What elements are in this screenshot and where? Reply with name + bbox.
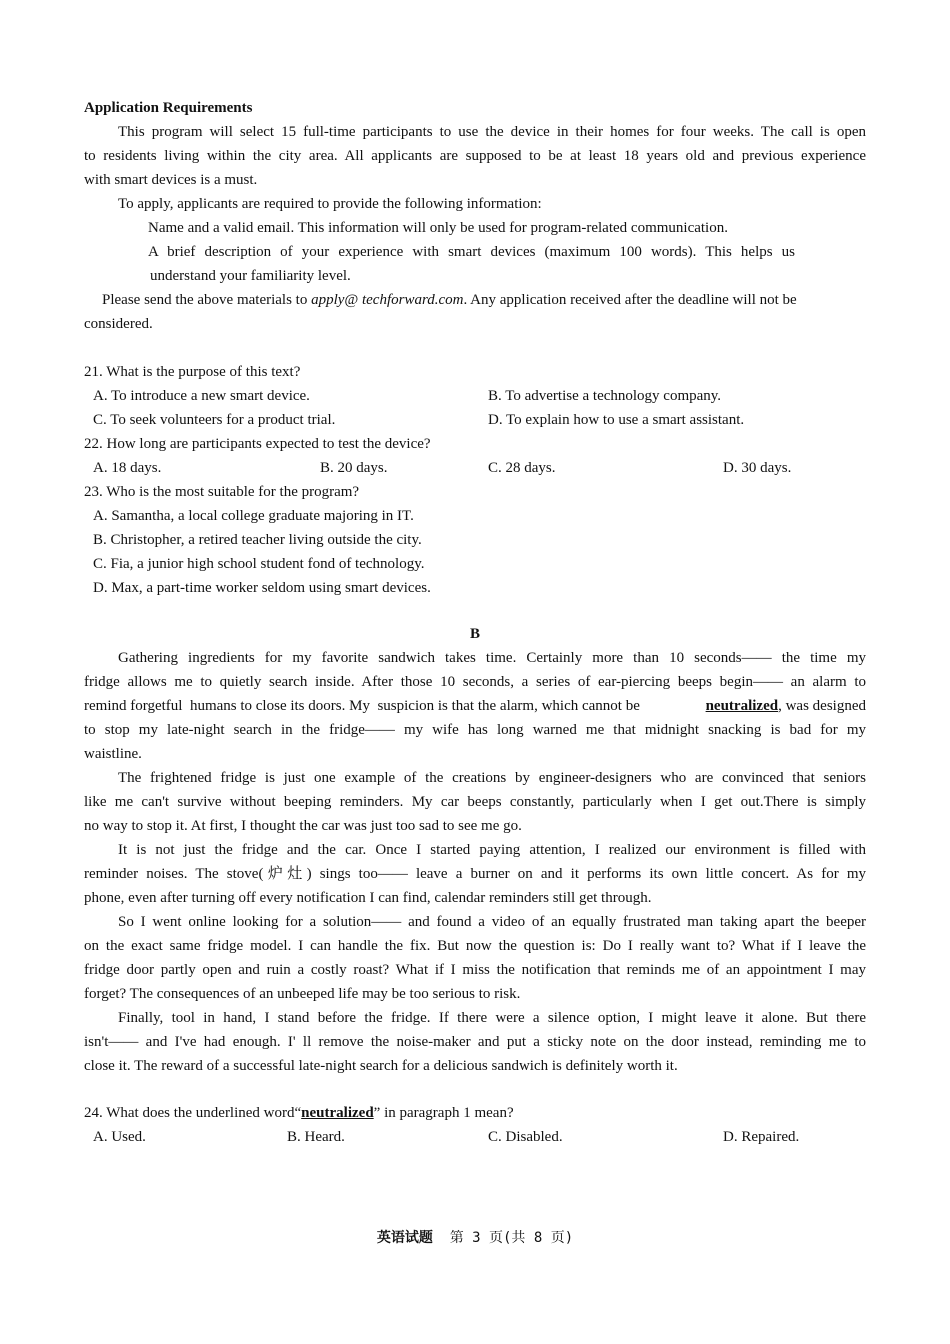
section-heading: B — [469, 626, 480, 642]
list-item: A brief description of your experience with smart devices (maximum 100 words). This helps us — [148, 244, 795, 260]
underlined-word: neutralized — [301, 1105, 374, 1121]
text-segment: , was designed — [778, 698, 866, 714]
paragraph-line: waistline. — [84, 746, 142, 762]
paragraph-line: phone, even after turning off every notification I can find, calendar reminders still get through. — [84, 890, 652, 906]
page-footer — [0, 1226, 950, 1250]
option: A. Used. — [93, 1129, 146, 1145]
option: C. Fia, a junior high school student fond of technology. — [93, 556, 425, 572]
question-stem: 23. Who is the most suitable for the program? — [84, 484, 360, 500]
option: D. 30 days. — [723, 460, 792, 476]
option: A. 18 days. — [93, 460, 162, 476]
paragraph-line: So I went online looking for a solution—— and found a video of an equally frustrated man taking apart the beeper — [118, 914, 866, 930]
paragraph-line: close it. The reward of a successful late-night search for a delicious sandwich is definitely worth it. — [84, 1058, 678, 1074]
option: B. Heard. — [287, 1129, 345, 1145]
option: D. To explain how to use a smart assistant. — [488, 412, 745, 428]
paragraph-line: like me can't survive without beeping reminders. My car beeps constantly, particularly when I get out.There is simply — [84, 794, 866, 810]
page-number: 第 3 页(共 8 页) — [449, 1230, 574, 1246]
paragraph-line: isn't—— and I've had enough. I' ll remove the noise-maker and put a sticky note on the door instead, reminding me to — [84, 1034, 866, 1050]
paragraph-line: This program will select 15 full-time participants to use the device in their homes for four weeks. The call is open — [118, 124, 866, 140]
paragraph-line: forget? The consequences of an unbeeped life may be too serious to risk. — [84, 986, 521, 1002]
option: C. 28 days. — [488, 460, 556, 476]
question-stem — [84, 1101, 514, 1125]
option: B. 20 days. — [320, 460, 388, 476]
option: C. Disabled. — [488, 1129, 563, 1145]
paragraph-line: fridge door partly open and ruin a costly roast? What if I miss the notification that reminds me of an appointment I may — [84, 962, 866, 978]
paragraph-line: The frightened fridge is just one example of the creations by engineer-designers who are convinced that seniors — [118, 770, 866, 786]
send-text: Please send the above materials to — [102, 292, 312, 308]
email-address: apply@ techforward.com — [311, 292, 464, 308]
option: C. To seek volunteers for a product trial. — [93, 412, 336, 428]
option: D. Max, a part-time worker seldom using smart devices. — [93, 580, 431, 596]
paragraph-line: To apply, applicants are required to provide the following information: — [118, 196, 542, 212]
footer-title: 英语试题 — [376, 1230, 433, 1246]
send-line — [102, 288, 866, 312]
list-item-continued: understand your familiarity level. — [150, 268, 351, 284]
paragraph-line: Finally, tool in hand, I stand before the fridge. If there were a silence option, I might leave it alone. But there — [118, 1010, 866, 1026]
underlined-word: neutralized — [705, 698, 779, 714]
paragraph-line: with smart devices is a must. — [84, 172, 258, 188]
option: A. To introduce a new smart device. — [93, 388, 310, 404]
option: B. To advertise a technology company. — [488, 388, 722, 404]
option: A. Samantha, a local college graduate majoring in IT. — [93, 508, 414, 524]
paragraph-line: fridge allows me to quietly search inside. After those 10 seconds, a series of ear-piercing beeps begin—— an alarm to — [84, 674, 866, 690]
paragraph-line: It is not just the fridge and the car. Once I started paying attention, I realized our environment is filled with — [118, 842, 866, 858]
option: D. Repaired. — [723, 1129, 800, 1145]
question-stem: 21. What is the purpose of this text? — [84, 364, 301, 380]
paragraph-line: considered. — [84, 316, 153, 332]
paragraph-line: reminder noises. The stove(炉灶) sings too—— leave a burner on and it performs its own little concert. As for my — [84, 866, 866, 882]
paragraph-line: Gathering ingredients for my favorite sandwich takes time. Certainly more than 10 seconds—— the time my — [118, 650, 866, 666]
paragraph-line: on the exact same fridge model. I can handle the fix. But now the question is: Do I really want to? What if I leave the — [84, 938, 866, 954]
paragraph-line: to residents living within the city area. All applicants are supposed to be at least 18 years old and previous experience — [84, 148, 866, 164]
paragraph-line: to stop my late-night search in the fridge—— my wife has long warned me that midnight snacking is bad for my — [84, 722, 866, 738]
section-heading: Application Requirements — [84, 100, 253, 116]
text-segment: remind forgetful humans to close its doors. My suspicion is that the alarm, which cannot be — [84, 698, 644, 714]
option: B. Christopher, a retired teacher living outside the city. — [93, 532, 422, 548]
paragraph-line — [84, 694, 866, 718]
text-segment: ” in paragraph 1 mean? — [373, 1105, 514, 1121]
question-stem: 22. How long are participants expected to test the device? — [84, 436, 431, 452]
send-text-end: . Any application received after the deadline will not be — [463, 292, 797, 308]
paragraph-line: no way to stop it. At first, I thought the car was just too sad to see me go. — [84, 818, 522, 834]
list-item: Name and a valid email. This information will only be used for program-related communication. — [148, 220, 728, 236]
text-segment: 24. What does the underlined word“ — [84, 1105, 302, 1121]
